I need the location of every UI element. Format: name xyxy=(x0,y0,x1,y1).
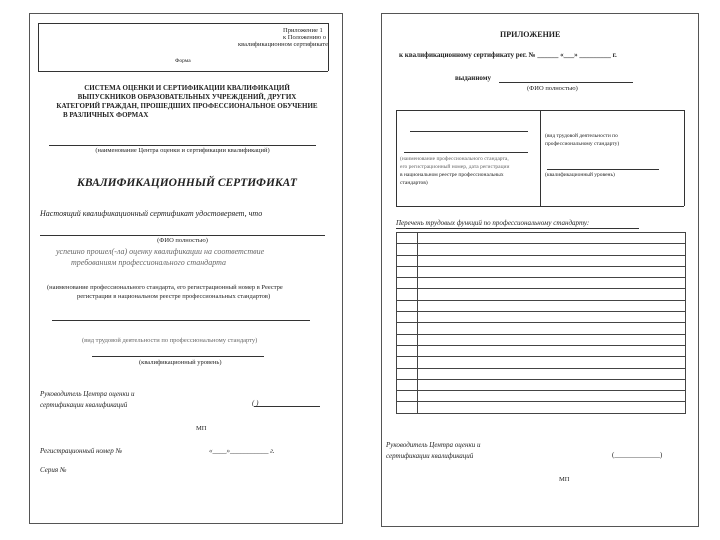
functions-table-cell xyxy=(418,244,686,255)
functions-table-cell xyxy=(397,289,418,300)
stamp-label: МП xyxy=(196,425,207,432)
functions-table-cell xyxy=(418,379,686,390)
functions-table-row xyxy=(397,278,686,289)
functions-table xyxy=(396,232,686,414)
functions-table-cell xyxy=(397,312,418,323)
functions-table-cell xyxy=(397,323,418,334)
box-bottom-rule xyxy=(396,206,684,207)
functions-table-cell xyxy=(418,402,686,413)
functions-table-cell xyxy=(397,357,418,368)
head-signature: ( ) xyxy=(252,399,259,407)
standard-caption-2: регистрации в национальном реестре профессиональных стандартов) xyxy=(77,293,271,300)
fio-caption: (ФИО полностью) xyxy=(157,237,208,244)
functions-table-row xyxy=(397,334,686,345)
issued-to-label: выданному xyxy=(455,74,491,82)
functions-table-row xyxy=(397,244,686,255)
functions-table-cell xyxy=(397,379,418,390)
functions-table-row xyxy=(397,289,686,300)
functions-table-cell xyxy=(418,368,686,379)
functions-table-row xyxy=(397,233,686,244)
functions-table-cell xyxy=(418,312,686,323)
functions-table-cell xyxy=(418,289,686,300)
level-rule xyxy=(92,356,264,357)
box-right-rule xyxy=(684,110,685,206)
box-left-caption-3: в национальном реестре профессиональных xyxy=(400,172,504,178)
functions-table-cell xyxy=(418,345,686,356)
functions-table-cell xyxy=(397,300,418,311)
appendix-line-2: к Положению о xyxy=(283,34,326,41)
box-left-rule xyxy=(396,110,397,206)
fio-caption-right: (ФИО полностью) xyxy=(527,85,578,92)
head-title-line-2: сертификации квалификаций xyxy=(40,401,128,409)
functions-table-cell xyxy=(397,255,418,266)
head-title-right-line-2: сертификации квалификаций xyxy=(386,452,474,460)
head-title-right-line-1: Руководитель Центра оценки и xyxy=(386,441,481,449)
functions-table-cell xyxy=(397,233,418,244)
box-middle-rule xyxy=(540,110,541,206)
system-title-line-2: ВЫПУСКНИКОВ ОБРАЗОВАТЕЛЬНЫХ УЧРЕЖДЕНИЙ, ДРУГИХ xyxy=(77,93,297,101)
functions-table-row xyxy=(397,323,686,334)
appendix-title: ПРИЛОЖЕНИЕ xyxy=(500,30,561,39)
functions-table-cell xyxy=(397,266,418,277)
functions-table-cell xyxy=(418,391,686,402)
functions-table-cell xyxy=(418,266,686,277)
functions-table-cell xyxy=(397,391,418,402)
functions-table-row xyxy=(397,255,686,266)
stamp-label-right: МП xyxy=(559,476,570,483)
box-left-caption-2: его регистрационный номер, дата регистрации xyxy=(400,164,510,170)
box-right-caption-1b: профессиональному стандарту) xyxy=(545,141,620,147)
box-right-level-rule xyxy=(547,169,659,170)
passed-line-2: требованиям профессионального стандарта xyxy=(71,258,226,267)
functions-table-cell xyxy=(418,334,686,345)
functions-table-cell xyxy=(418,278,686,289)
box-left-caption-4: стандартов) xyxy=(400,180,428,186)
system-title-line-3: КАТЕГОРИЙ ГРАЖДАН, ПРОШЕДШИХ ПРОФЕССИОНАЛЬНОЕ ОБУЧЕНИЕ xyxy=(56,102,318,110)
activity-caption: (вид трудовой деятельности по профессиональному стандарту) xyxy=(82,337,258,344)
functions-table-row xyxy=(397,379,686,390)
functions-table-cell xyxy=(418,323,686,334)
box-left-bottom-rule xyxy=(404,152,528,153)
functions-table-cell xyxy=(397,334,418,345)
series-label: Серия № xyxy=(40,466,67,474)
registration-date: «____»___________ г. xyxy=(209,447,275,455)
fio-rule xyxy=(40,235,325,236)
registration-number-label: Регистрационный номер № xyxy=(40,447,123,455)
functions-table-row xyxy=(397,391,686,402)
header-top-rule xyxy=(38,23,328,24)
certificate-title: КВАЛИФИКАЦИОННЫЙ СЕРТИФИКАТ xyxy=(77,177,297,189)
functions-table-cell xyxy=(397,244,418,255)
activity-rule xyxy=(52,320,310,321)
functions-table-row xyxy=(397,402,686,413)
functions-title-underline xyxy=(396,228,639,229)
functions-table-cell xyxy=(397,345,418,356)
appendix-line-1: Приложение 1 xyxy=(283,27,323,34)
header-left-rule xyxy=(38,23,39,71)
functions-table-row xyxy=(397,357,686,368)
form-label: Форма xyxy=(175,58,191,64)
box-right-caption-2: (квалификационный уровень) xyxy=(545,172,615,178)
center-name-rule xyxy=(49,145,316,146)
functions-table-cell xyxy=(397,278,418,289)
functions-table-row xyxy=(397,368,686,379)
passed-line-1: успешно прошел(-ла) оценку квалификации на соответствие xyxy=(56,247,265,256)
certifies-text: Настоящий квалификационный сертификат удостоверяет, что xyxy=(40,209,263,218)
head-title-line-1: Руководитель Центра оценки и xyxy=(40,390,135,398)
certificate-form-page xyxy=(29,13,343,524)
functions-table-row xyxy=(397,312,686,323)
head-signature-rule xyxy=(254,406,320,407)
functions-table-row xyxy=(397,300,686,311)
header-bottom-rule xyxy=(38,71,328,72)
box-left-caption-1: (наименование профессионального стандарта, xyxy=(400,156,509,162)
functions-table-cell xyxy=(397,402,418,413)
functions-table-cell xyxy=(418,357,686,368)
functions-table-row xyxy=(397,266,686,277)
functions-table-cell xyxy=(418,255,686,266)
functions-table-row xyxy=(397,345,686,356)
issued-to-rule xyxy=(499,82,633,83)
head-signature-right: (_____________) xyxy=(612,451,663,459)
appendix-line-3: квалификационном сертификате xyxy=(238,41,328,48)
system-title-line-4: В РАЗЛИЧНЫХ ФОРМАХ xyxy=(63,111,149,119)
level-caption: (квалификационный уровень) xyxy=(139,359,222,366)
center-caption: (наименование Центра оценки и сертификации квалификаций) xyxy=(95,147,270,154)
box-left-top-rule xyxy=(410,131,528,132)
system-title-line-1: СИСТЕМА ОЦЕНКИ И СЕРТИФИКАЦИИ КВАЛИФИКАЦИЙ xyxy=(84,84,290,92)
certificate-appendix-page xyxy=(381,13,699,527)
functions-table-cell xyxy=(397,368,418,379)
functions-table-cell xyxy=(418,233,686,244)
certificate-reg-line: к квалификационному сертификату рег. № ______ «___» _________ г. xyxy=(399,51,617,59)
box-right-caption-1a: (вид трудовой деятельности по xyxy=(545,133,618,139)
header-right-rule xyxy=(328,23,329,71)
standard-caption-1: (наименование профессионального стандарта, его регистрационный номер в Реестре xyxy=(47,284,283,291)
functions-table-cell xyxy=(418,300,686,311)
functions-title: Перечень трудовых функций по профессиональному стандарту: xyxy=(396,219,590,227)
